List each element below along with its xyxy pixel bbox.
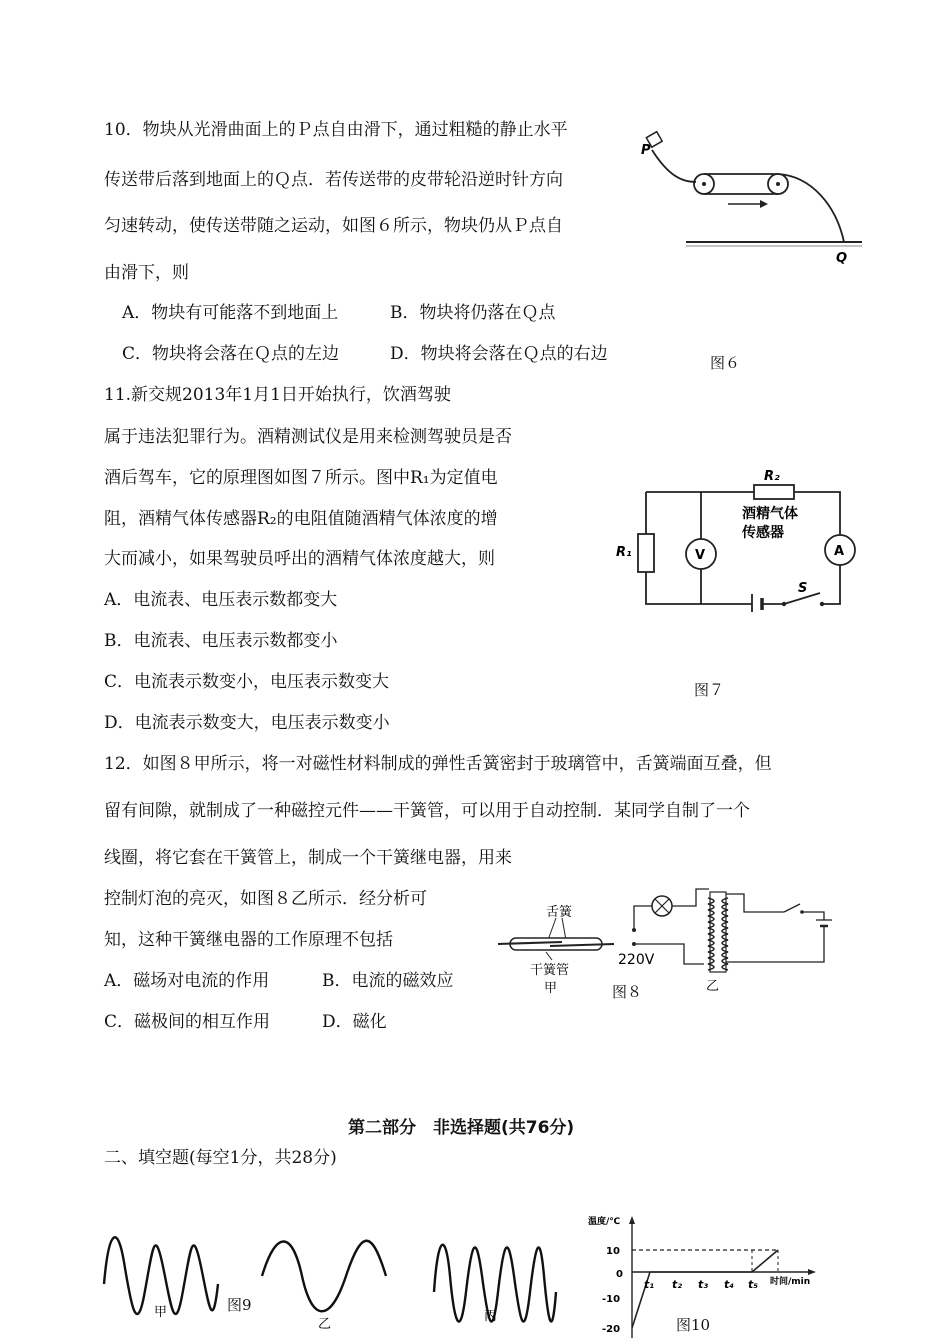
q10-line-4: 由滑下，则 [104, 263, 189, 283]
fig10-xlabel: 时间/min [770, 1277, 811, 1287]
figure-6-caption: 图６ [710, 354, 741, 372]
yi-label: 乙 [706, 979, 720, 994]
figure-9-caption: 图9 [227, 1296, 252, 1314]
figure-8a-reed-switch [496, 896, 616, 996]
jia-label: 甲 [544, 981, 558, 996]
q11-line-3: 酒后驾车，它的原理图如图７所示。图中R₁为定值电 [104, 468, 498, 488]
q12-line-2: 留有间隙，就制成了一种磁控元件——干簧管，可以用于自动控制．某同学自制了一个 [104, 801, 750, 821]
part2-title: 第二部分 非选择题(共76分) [348, 1118, 575, 1138]
q11-option-c: C．电流表示数变小，电压表示数变大 [104, 672, 390, 692]
q10-option-a: A．物块有可能落不到地面上 [122, 303, 339, 323]
tube-label: 干簧管 [530, 963, 570, 978]
label-r2: R₂ [764, 469, 780, 484]
fig10-ylabel: 温度/℃ [588, 1217, 621, 1227]
fig10-ytick-10: 10 [606, 1246, 620, 1257]
figure-10-caption: 图10 [676, 1316, 711, 1334]
label-p: P [641, 143, 651, 158]
fig10-xtick-t5: t₅ [748, 1278, 759, 1291]
q12-line-3: 线圈，将它套在干簧管上，制成一个干簧继电器，用来 [104, 848, 512, 868]
q12-option-c: C．磁极间的相互作用 [104, 1012, 271, 1032]
figure-7-circuit-diagram [612, 462, 872, 612]
fig10-xtick-t3: t₃ [698, 1278, 709, 1291]
fig10-xtick-t4: t₄ [724, 1278, 735, 1291]
switch-label: S [798, 581, 808, 596]
q10-option-b: B．物块将仍落在Ｑ点 [390, 303, 556, 323]
figure-8-caption: 图８ [612, 983, 643, 1001]
voltmeter-label: V [695, 548, 706, 563]
wave-label-yi: 乙 [318, 1317, 332, 1332]
figure-8b-relay-circuit [614, 884, 844, 994]
q10-line-3: 匀速转动，使传送带随之运动，如图６所示，物块仍从Ｐ点自 [104, 216, 563, 236]
q12-line-1: 12．如图８甲所示，将一对磁性材料制成的弹性舌簧密封于玻璃管中，舌簧端面互叠，但 [104, 754, 772, 774]
wave-label-bing: 丙 [484, 1309, 498, 1324]
q10-line-2: 传送带后落到地面上的Ｑ点．若传送带的皮带轮沿逆时针方向 [104, 170, 563, 190]
fig10-xtick-t2: t₂ [672, 1278, 683, 1291]
figure-6-conveyor-diagram [636, 120, 866, 270]
wave-yi [262, 1241, 386, 1312]
sensor-label-2: 传感器 [742, 525, 784, 541]
figure-9-waveforms [96, 1236, 576, 1342]
fig10-ytick-0: 0 [616, 1269, 623, 1280]
part2-section-heading: 二、填空题(每空1分，共28分) [104, 1148, 337, 1168]
label-r1: R₁ [616, 545, 632, 560]
q11-line-2: 属于违法犯罪行为。酒精测试仪是用来检测驾驶员是否 [104, 427, 512, 447]
q10-option-c: C．物块将会落在Ｑ点的左边 [122, 344, 340, 364]
q12-line-5: 知，这种干簧继电器的工作原理不包括 [104, 930, 393, 950]
sensor-label-1: 酒精气体 [742, 506, 798, 522]
q11-line-4: 阻，酒精气体传感器R₂的电阻值随酒精气体浓度的增 [104, 509, 498, 529]
q11-option-a: A．电流表、电压表示数都变大 [104, 590, 338, 610]
reed-label: 舌簧 [546, 905, 573, 920]
q10-line-1: 10．物块从光滑曲面上的Ｐ点自由滑下，通过粗糙的静止水平 [104, 120, 568, 140]
figure-7-caption: 图７ [694, 681, 725, 699]
q11-option-d: D．电流表示数变大，电压表示数变小 [104, 713, 390, 733]
q10-option-d: D．物块将会落在Ｑ点的右边 [390, 344, 608, 364]
q12-line-4: 控制灯泡的亮灭，如图８乙所示．经分析可 [104, 889, 427, 909]
fig10-ytick-neg20: -20 [602, 1324, 621, 1335]
fig10-xtick-t1: t₁ [644, 1278, 655, 1291]
q11-line-1: 11.新交规2013年1月1日开始执行，饮酒驾驶 [104, 385, 451, 405]
wave-jia [104, 1237, 218, 1314]
voltage-label: 220V [618, 952, 655, 968]
ammeter-label: A [834, 544, 845, 559]
q11-line-5: 大而减小，如果驾驶员呼出的酒精气体浓度越大，则 [104, 549, 495, 569]
q12-option-d: D．磁化 [322, 1012, 387, 1032]
label-q: Q [836, 251, 848, 266]
wave-label-jia: 甲 [154, 1305, 168, 1320]
fig10-ytick-neg10: -10 [602, 1294, 621, 1305]
q12-option-a: A．磁场对电流的作用 [104, 971, 270, 991]
q12-option-b: B．电流的磁效应 [322, 971, 454, 991]
q11-option-b: B．电流表、电压表示数都变小 [104, 631, 338, 651]
